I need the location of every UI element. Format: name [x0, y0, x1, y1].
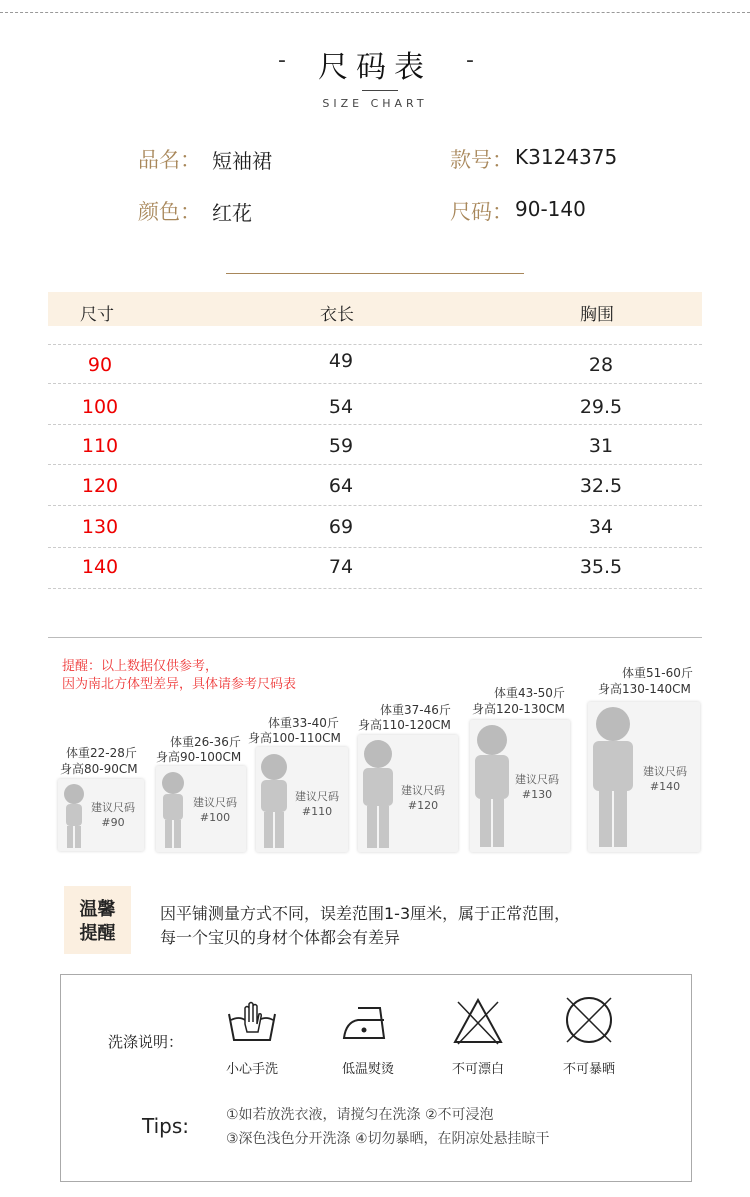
tips-label: Tips: [142, 1114, 190, 1138]
column-header-chest: 胸围 [580, 305, 614, 325]
suggest-size-140 [634, 764, 696, 794]
kid-height-120: 身高110-120CM [358, 718, 451, 732]
warning-line-2: 因为南北方体型差异，具体请参考尺码表 [62, 677, 297, 692]
table-cell-size: 120 [81, 475, 119, 497]
suggest-label: 建议尺码 [91, 801, 135, 814]
section-divider [48, 637, 702, 638]
reminder-title-line-1: 温馨 [79, 899, 116, 920]
product-name-value: 短袖裙 [212, 149, 272, 173]
kid-weight-110: 体重33-40斤 [268, 716, 339, 730]
care-label-low-iron: 低温熨烫 [341, 1062, 394, 1077]
suggest-label: 建议尺码 [193, 796, 237, 809]
no-bleach-icon [452, 997, 504, 1045]
page-title: 尺码表 [318, 50, 432, 85]
care-title: 洗涤说明： [108, 1033, 184, 1051]
kid-height-110: 身高100-110CM [248, 731, 341, 745]
title-dash-right: - [466, 48, 474, 73]
no-tumble-dry-icon [563, 994, 615, 1046]
title-dash-left: - [278, 48, 286, 73]
table-cell-chest: 29.5 [579, 396, 623, 418]
row-divider [48, 505, 702, 506]
reminder-title-line-2: 提醒 [79, 923, 116, 944]
page-subtitle: SIZE CHART [322, 97, 428, 110]
table-cell-chest: 28 [588, 354, 614, 376]
table-cell-chest: 34 [588, 516, 614, 538]
suggest-size-130 [506, 772, 568, 802]
style-no-value: K3124375 [515, 145, 618, 169]
suggest-size-120 [392, 783, 454, 813]
care-label-hand-wash: 小心手洗 [225, 1062, 278, 1077]
kid-weight-100: 体重26-36斤 [170, 735, 241, 749]
kid-height-90: 身高80-90CM [60, 762, 138, 776]
suggest-size-90 [82, 800, 144, 830]
suggest-label: 建议尺码 [515, 773, 559, 786]
table-cell-size: 140 [81, 556, 119, 578]
table-cell-size: 110 [81, 435, 119, 457]
size-range-label: 尺码： [450, 200, 513, 224]
tips-line-1: ①如若放洗衣液，请搅匀在洗涤 ②不可浸泡 [226, 1107, 494, 1123]
low-iron-icon [340, 1002, 396, 1042]
hand-wash-icon [225, 1000, 279, 1044]
care-label-no-bleach: 不可漂白 [451, 1062, 504, 1077]
kid-height-130: 身高120-130CM [472, 702, 565, 716]
kid-height-140: 身高130-140CM [598, 682, 691, 696]
suggest-size-100 [184, 795, 246, 825]
top-dashed-divider [0, 12, 750, 13]
suggest-value: #110 [301, 805, 333, 818]
reminder-title [64, 898, 131, 946]
suggest-value: #100 [199, 811, 231, 824]
reminder-line-2: 每一个宝贝的身材个体都会有差异 [160, 928, 401, 947]
table-cell-size: 90 [87, 354, 113, 376]
kid-weight-90: 体重22-28斤 [66, 746, 137, 760]
info-divider [226, 273, 524, 274]
warning-line-1: 提醒：以上数据仅供参考， [62, 659, 219, 674]
table-cell-length: 49 [328, 350, 354, 372]
table-cell-length: 64 [328, 475, 354, 497]
suggest-label: 建议尺码 [643, 765, 687, 778]
column-header-length: 衣长 [320, 305, 354, 325]
table-cell-size: 130 [81, 516, 119, 538]
suggest-value: #140 [649, 780, 681, 793]
table-cell-chest: 31 [588, 435, 614, 457]
row-divider [48, 344, 702, 345]
title-underline [362, 90, 398, 91]
tips-line-2: ③深色浅色分开洗涤 ④切勿暴晒，在阴凉处悬挂晾干 [226, 1131, 550, 1147]
table-cell-length: 74 [328, 556, 354, 578]
row-divider [48, 383, 702, 384]
suggest-value: #90 [101, 816, 125, 829]
product-name-label: 品名： [138, 148, 201, 172]
suggest-size-110 [286, 789, 348, 819]
table-cell-length: 69 [328, 516, 354, 538]
row-divider [48, 588, 702, 589]
table-cell-length: 54 [328, 396, 354, 418]
color-label: 颜色： [138, 200, 201, 224]
row-divider [48, 424, 702, 425]
kid-weight-120: 体重37-46斤 [380, 703, 451, 717]
table-cell-chest: 32.5 [579, 475, 623, 497]
suggest-value: #120 [407, 799, 439, 812]
suggest-label: 建议尺码 [401, 784, 445, 797]
kid-weight-140: 体重51-60斤 [622, 666, 693, 680]
table-cell-length: 59 [328, 435, 354, 457]
column-header-size: 尺寸 [80, 305, 114, 325]
row-divider [48, 464, 702, 465]
care-label-no-sun: 不可暴晒 [562, 1062, 615, 1077]
suggest-label: 建议尺码 [295, 790, 339, 803]
style-no-label: 款号： [450, 148, 513, 172]
reminder-line-1: 因平铺测量方式不同，误差范围1-3厘米，属于正常范围， [160, 904, 571, 923]
table-cell-chest: 35.5 [579, 556, 623, 578]
kid-silhouette-icon [588, 704, 638, 850]
kid-height-100: 身高90-100CM [156, 750, 242, 764]
size-range-value: 90-140 [515, 197, 586, 221]
kid-weight-130: 体重43-50斤 [494, 686, 565, 700]
table-cell-size: 100 [81, 396, 119, 418]
row-divider [48, 547, 702, 548]
color-value: 红花 [212, 201, 252, 225]
suggest-value: #130 [521, 788, 553, 801]
